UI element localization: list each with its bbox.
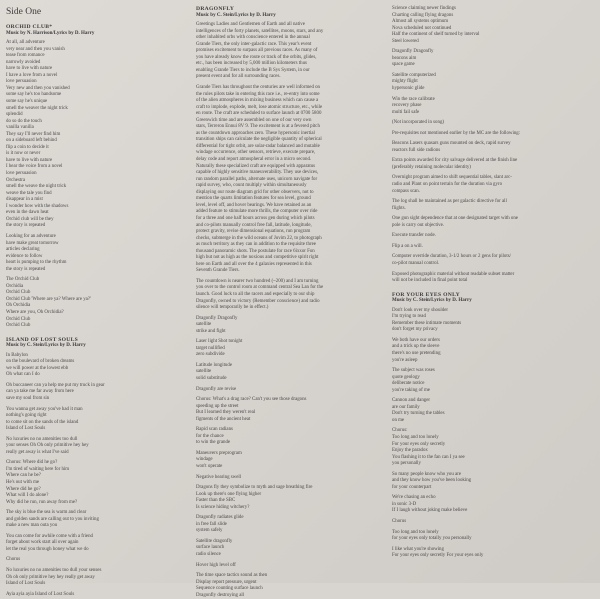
lyric-line: craft to implode, explode, melt, lose atomic structure, etc., while <box>196 104 323 110</box>
lyric-line: Laser light Shot tonight <box>196 339 243 345</box>
lyric-line: Chorus: <box>392 428 408 434</box>
lyric-line: Where can he be? <box>6 473 41 479</box>
lyric-line: flip a coin to decide it <box>6 144 49 150</box>
lyric-line: The log shall be maintained as per galactic directive for all <box>392 199 507 205</box>
lyric-line: weave the tale you find <box>6 190 52 196</box>
lyric-line: I hear the voice from a novel <box>6 164 63 170</box>
lyric-line: of the alien atmospheres in mixing business which can cause a <box>196 98 319 104</box>
lyric-line: quote geology <box>392 374 420 380</box>
lyric-line: the story is repeated <box>6 266 46 272</box>
lyric-line: in sonic 3-D <box>392 501 417 507</box>
lyric-line: you're asleep <box>392 357 418 363</box>
lyric-line: make a new man outa you <box>6 523 58 529</box>
lyric-line: the rules pilots take in entering this race i.e., re-entry into some <box>196 91 320 97</box>
lyric-line: Satellite dragonfly <box>196 538 233 544</box>
lyric-line: Rapid scan radians <box>196 427 233 433</box>
lyric-line: If I laugh without joking make believe <box>392 508 468 514</box>
lyric-line: checks, submerge in the wild oceans of Juvim 22, to photograph <box>196 235 322 241</box>
lyric-line: Remember these intimate moments <box>392 320 462 326</box>
song-title: ORCHID CLUB* <box>6 24 53 30</box>
lyric-line: (preferably retaining molecular identity) <box>392 164 471 170</box>
lyric-line: Island of Lost Souls <box>6 426 46 432</box>
lyric-line: The subject was roses <box>392 368 435 374</box>
lyric-line: high but not as high as the noxious and competitive spirit right <box>196 255 319 261</box>
song-block <box>6 24 184 330</box>
lyric-line: solid substitude <box>196 375 227 381</box>
lyric-line: Orchid Club <box>6 316 31 322</box>
lyric-line: Dragonfly Dragonfly <box>392 49 434 55</box>
lyric-line: transition ships can calculate the negligible quantity of spherical <box>196 137 322 143</box>
lyric-line: Win the race calibrate <box>392 96 435 102</box>
lyric-line: we will power at the lowest ebb <box>6 365 69 371</box>
lyric-line: radio silence <box>196 552 221 558</box>
lyric-line: Beacons Lasers quasars guns mounted on deck, rapid survey <box>392 141 511 147</box>
lyric-line: Nova scheduled not continued <box>392 25 452 31</box>
lyric-line: and they know how you've been looking <box>392 478 472 484</box>
lyric-line: The sky is blue the sea is warm and clear <box>6 510 87 516</box>
lyric-line: Don't look over my shoulder <box>392 307 449 313</box>
lyric-line: smell the weaver the night trick <box>6 105 68 111</box>
lyric-line: very near and then you vanish <box>6 46 65 52</box>
lyric-line: What will I do alone? <box>6 493 49 499</box>
lyric-line: etc., has been increased by 5,000 million kilometers thus <box>196 61 307 67</box>
lyric-line: the story is repeated <box>6 223 46 229</box>
lyric-line: for a three and one half hours across gen during which pilots <box>196 215 315 221</box>
lyric-line: Why did he run, run away from me? <box>6 499 78 505</box>
lyric-line: windage occurrence, other sensors, retrieve, execute prepare, <box>196 150 316 156</box>
lyric-line: stars, Terreron Ennui 8V 9. The excitement is at a fevered pitch <box>196 124 320 130</box>
lyric-line: run random parallel paths, alternate uses, unicorn navigate for <box>196 176 318 182</box>
lyric-line: Too long and too lonely <box>392 434 439 440</box>
lyric-line: system safely <box>196 528 223 534</box>
lyric-line: The time space tactics sound as then <box>196 573 268 579</box>
lyric-line: can ya take me far away from here <box>6 389 74 395</box>
lyric-line: Satellite computerized <box>392 72 436 78</box>
lyric-line: there's no use pretending <box>392 350 441 356</box>
lyric-line: mighty flight <box>392 79 418 85</box>
lyric-line: zero subdivide <box>196 352 225 358</box>
song-block <box>392 292 588 560</box>
lyric-line: love persuasion <box>6 79 37 85</box>
lyric-line: and a trick up the sleeve <box>392 344 440 350</box>
lyric-line: Dragonfly are revise <box>196 386 237 392</box>
lyric-line: speeding up the street <box>196 403 239 409</box>
lyric-line: Dragonfly, owned to victory (Remember conscience) and radio <box>196 298 320 304</box>
lyric-line: co-pilot manual control. <box>392 260 440 266</box>
lyric-line: protect gravity, revise dimensional equations, run program <box>196 229 311 235</box>
lyric-line: Looking for an adventure <box>6 233 56 239</box>
lyric-line: Island of Lost Souls <box>6 581 46 587</box>
lyric-line: Where are you, Oh Orchidia? <box>6 309 64 315</box>
lyric-line: on me <box>392 417 405 423</box>
lyric-line: You flashing it to the fan can I ya see <box>392 454 465 460</box>
lyric-line: won't operate <box>196 464 223 469</box>
lyric-line: are our family <box>392 404 420 410</box>
lyric-line: They say I'll never find him <box>6 131 61 137</box>
column-middle-songs <box>196 6 381 599</box>
column-left-songs <box>6 24 184 598</box>
lyric-line: Enjoy the paradox <box>392 448 428 454</box>
lyric-line: We both have our orders <box>392 337 440 343</box>
side-title: Side One <box>6 7 42 17</box>
lyric-line: enabling Grande Tiers to include the B Sys System, in our <box>196 67 310 73</box>
lyric-line: Exposed photographic material without readable subset matter <box>392 271 515 277</box>
song-block <box>6 337 184 599</box>
lyric-line: have to live with nature <box>6 66 53 72</box>
lyric-line: have to live with nature <box>6 157 53 163</box>
song-title: DRAGONFLY <box>196 6 235 12</box>
lyric-line: Flip a on a will. <box>392 243 423 249</box>
lyric-line: Where did he go? <box>6 486 41 492</box>
lyric-line: to come sit on the sands of the island <box>6 419 79 425</box>
lyric-line: will not be included in final point total <box>392 278 468 284</box>
lyric-line: en route. The craft are scheduled to surface launch at 0700 5800 <box>196 111 322 117</box>
lyric-line: deliberate notice <box>392 381 425 387</box>
lyric-line: for your eyes only totally you personally <box>392 536 472 542</box>
lyric-line: mention the quarts limitation features for sea level, ground <box>196 196 311 202</box>
lyric-line: Negative hearing swell <box>196 474 242 480</box>
lyric-line: Oh what can I do <box>6 372 40 378</box>
lyric-line: He's out with me <box>6 480 40 485</box>
lyric-line: Seventh Grande Tiers. <box>196 268 240 274</box>
lyric-line: nothing's going right <box>6 413 47 419</box>
song-credit: Music by C. Stein/Lyrics by D. Harry <box>196 12 276 18</box>
lyric-line: level, level off, and hover bearings. We have retained as an <box>196 202 312 208</box>
lyric-line: Execute transfer node. <box>392 233 436 239</box>
lyric-line: Dragonfly destroying all <box>196 592 245 598</box>
lyric-line: as the countdown approaches zero. These hypersonic inertial <box>196 130 315 136</box>
lyric-line: Is science hiding witchery? <box>196 504 250 510</box>
lyric-line: Faster than the SBC <box>196 498 236 504</box>
column-right <box>392 6 588 579</box>
lyric-line: strike and fight <box>196 328 226 334</box>
lyric-line: flights. <box>392 205 406 211</box>
lyric-line: for your counterpart <box>392 484 432 490</box>
lyric-line: Overnight program aimed to shift sequential tables, slant arc- <box>392 175 512 181</box>
lyric-line: thousand panoramic shots. The postulate for race 6ixxor Fon <box>196 248 315 254</box>
lyric-line: compass scan. <box>392 188 420 194</box>
lyric-line: Chorus: What's a drag race? Can't you see those dragons <box>196 397 307 403</box>
lyric-line: In Babylon <box>6 352 28 358</box>
lyric-line: Don't try turning the tables <box>392 411 445 417</box>
lyric-line: Naturally these specialized craft are equipped with apparatus <box>196 163 316 169</box>
lyric-line: satellite <box>196 322 212 328</box>
lyric-line: have make great tomorrow <box>6 240 59 246</box>
lyric-line: Greenwich time and are assembled on one of our very own <box>196 117 312 123</box>
lyric-line: splendid <box>6 112 23 118</box>
lyric-line: present event and for all surrounding races. <box>196 74 281 80</box>
lyric-line: launch. Good luck to all the racers and especially to our ship <box>196 291 315 297</box>
lyric-line: pole is carry out objective. <box>392 222 445 228</box>
lyric-line: as much territory as they can in addition to the requisite three <box>196 242 316 248</box>
lyric-line: save my soul from sin <box>6 395 50 401</box>
lyric-line: silence will temporarily be in effect.) <box>196 305 269 311</box>
lyric-line: For your eyes only secretly For your eyes only <box>392 553 484 559</box>
lyric-line: Pre-requisites not mentioned earlier by the MC are the following: <box>392 130 521 136</box>
lyric-line: Orchid club will be they <box>6 216 54 222</box>
lyric-line: Hover high level off <box>196 562 236 568</box>
lyric-line: Science claiming newer findings <box>392 6 456 11</box>
lyric-line: narrowly avoided <box>6 59 41 65</box>
lyric-line: smell the weave the night trick <box>6 184 67 190</box>
lyric-line: The countdown is nearer two hundred (~200) and I am turning <box>196 278 319 284</box>
song-title: ISLAND OF LOST SOULS <box>6 336 79 343</box>
lyric-line: other inhabited orbs with conscience entered in the annual <box>196 35 310 41</box>
lyric-line: and co-pilots manually control free fall, latitude, longitude, <box>196 222 312 228</box>
lyric-line: space game <box>392 62 415 68</box>
lyric-line: Oh buccaneer can ya help me put my truck in gear <box>6 382 105 388</box>
lyric-line: Dragons fly they symbolize to myth and sage breathing fire <box>196 485 313 491</box>
lyric-line: No luxuries no no amenities too dull <box>6 436 78 442</box>
lyric-line: Oh Orchidia <box>6 303 31 309</box>
lyric-line: satellite <box>196 369 212 375</box>
lyric-line: capable of highly sensitive maneuverability. They use devices, <box>196 170 319 176</box>
lyric-line: Orchid Club 'Where are ya? Where are ya?' <box>6 296 91 302</box>
lyric-line: Charting calling flying dragons <box>392 12 454 18</box>
lyric-line: I like what you're showing <box>392 546 444 552</box>
lyric-line: windage <box>196 457 213 463</box>
lyric-line: surface launch <box>196 545 225 551</box>
lyric-line: you personally <box>392 461 421 467</box>
lyric-line: Sequence counting surface launch <box>196 586 263 592</box>
lyric-line: you over to the control room at command central Sea Lan for the <box>196 285 324 291</box>
lyric-line: forget about work start all over again <box>6 540 79 546</box>
lyric-line: So many people know who you are <box>392 471 461 477</box>
lyric-line: intelligences of the forty planets, satellites, moons, stars, and any <box>196 28 324 34</box>
lyric-line: Computer override duration, 3-1/2 hours or 2 gens for pilots/ <box>392 254 511 260</box>
lyric-line: you're taking of me <box>392 387 430 393</box>
lyric-line: recovery phase <box>392 103 422 109</box>
lyric-line: Grande Tiers has throughout the centuries are well informed on <box>196 85 321 91</box>
lyric-line: differential for tight orbit, are solar-radar balanced and mutable <box>196 143 320 149</box>
song-block <box>196 6 381 599</box>
lyric-line: I have a love from a novel <box>6 72 58 78</box>
lyric-line: Orchestra <box>6 177 26 183</box>
lyric-line: displaying our route diagram grid for other observers, not to <box>196 189 314 195</box>
lyric-line: you have already know the route or track of the orbits, glides, <box>196 54 317 60</box>
lyric-line: here on Earth and all over the 4 galaxies represented in this <box>196 261 312 267</box>
lyric-line: love persuasion <box>6 171 37 177</box>
lyric-line: Chorus: Where did he go? <box>6 460 58 466</box>
song-block <box>392 6 588 285</box>
lyric-line: Chorus <box>6 557 21 563</box>
lyric-line: your senses Oh Oh only primitive hey hey <box>6 443 89 449</box>
lyric-line: and golden sands are calling out to you inviting <box>6 516 99 522</box>
song-credit: Music by N. Harrison/Lyrics by D. Harry <box>6 30 95 36</box>
lyric-line: Oh oh only primitive hey hey really get away <box>6 574 95 580</box>
lyric-line: Latitude longitude <box>196 362 232 368</box>
lyric-line: articles declaring <box>6 247 40 253</box>
lyric-line: I'm tired of waiting here for him <box>6 466 70 472</box>
lyric-line: Almost all systems optimum <box>392 19 449 25</box>
lyric-line: Cannon and danger <box>392 398 431 404</box>
lyric-line: on a sideboard left behind <box>6 138 57 144</box>
lyric-line: some say he's too handsome <box>6 92 62 98</box>
lyric-line: At all, all adventure <box>6 40 45 46</box>
lyric-line: is it now or never <box>6 151 41 157</box>
lyric-line: really get away is what I've said <box>6 449 69 455</box>
lyric-line: Very new and then you vanished <box>6 85 70 91</box>
lyric-line: Greetings Ladies and Gentlemen of Earth and all native <box>196 22 305 28</box>
lyric-line: let the real you through honey what we do <box>6 546 89 552</box>
lyric-line: vanilla vanilla <box>6 125 34 131</box>
lyric-line: in free fall slide <box>196 521 227 527</box>
lyric-line: One gun sight dependence that at one designated target with one <box>392 216 518 222</box>
lyric-line: Extra points awarded for city salvage delivered at the finish line <box>392 158 518 164</box>
lyric-line: disappear in a mist <box>6 197 43 203</box>
lyric-line: You can come for awhile come with a friend <box>6 533 93 539</box>
lyric-line: do so do the touch <box>6 118 42 124</box>
lyric-line: Orchidia <box>6 283 24 289</box>
lyric-line: to win the grande <box>196 440 231 446</box>
lyric-line: some say he's unique <box>6 99 48 105</box>
song-credit: Music by C. Stein/Lyrics by D. Harry <box>392 298 472 304</box>
lyric-line: Orchid Club <box>6 323 31 329</box>
lyric-line: I'm trying to read <box>392 314 426 320</box>
song-title: FOR YOUR EYES ONLY <box>392 291 460 298</box>
lyric-line: delay code and report atmospheral error in a micro second. <box>196 157 312 163</box>
lyric-line: Dragonfly radiates glide <box>196 515 244 521</box>
lyric-line: You wanna get away you've had it man <box>6 406 83 412</box>
lyric-line: evidence to follow <box>6 253 43 259</box>
lyric-line: Steel lowered <box>392 38 419 44</box>
lyric-line: radio and Plant on point terrain for the duration via gyro <box>392 182 503 188</box>
lyric-line: even in the dawn heat <box>6 210 49 216</box>
lyric-line: hypersonic glide <box>392 86 425 92</box>
column-right-songs <box>392 6 588 560</box>
lyric-line: tease from romance <box>6 53 45 59</box>
lyric-line: (Not incorporated in song) <box>392 120 445 126</box>
lyric-line: target nullified <box>196 345 225 351</box>
lyric-line: Half the continent of shelf turned by interval <box>392 32 480 38</box>
lyric-line: Look up there's one flying higher <box>196 491 262 497</box>
lyric-line: Too long and too lonely <box>392 529 439 535</box>
lyric-line: Grande Tiers, the only inter-galactic race. This year's event <box>196 41 312 47</box>
lyric-line: figments of the ancient heat <box>196 416 251 422</box>
lyric-line: Dragonfly Dragonfly <box>196 315 238 321</box>
lyric-line: We're chasing an echo <box>392 495 436 501</box>
column-middle <box>196 6 381 598</box>
lyric-line: Ayia ayia ayia Island of Lost Souls <box>6 591 75 597</box>
lyric-line: added feature to stimulate more thrills, the computer over ride <box>196 209 318 215</box>
lyric-line: for the chance <box>196 433 224 439</box>
lyric-line: Orchid Club <box>6 290 31 296</box>
song-credit: Music by C. Stein/Lyrics by D. Harry <box>6 343 86 349</box>
column-left <box>6 6 184 597</box>
lyric-line: No luxuries no no amenities too dull your senses <box>6 568 102 574</box>
lyric-line: Display report pressure, urgent <box>196 579 257 585</box>
lyric-line: rapid survey, who, count multiply within simultaneously <box>196 183 307 189</box>
lyric-line: promises excitement to surpass all previous races. As many of <box>196 48 318 54</box>
lyric-line: Maneuvers preprogram <box>196 450 242 456</box>
lyric-line: For your eyes only secretly <box>392 441 446 447</box>
lyric-line: multi fail safe <box>392 109 420 115</box>
lyric-line: I wonder how with the shadows <box>6 203 69 209</box>
lyric-line: on the boulevard of broken dreams <box>6 359 75 365</box>
lyric-line: But I learned they weren't real <box>196 410 256 416</box>
lyric-line: The Orchid Club <box>6 277 40 283</box>
lyric-line: heart is pumping to the rhythm <box>6 260 67 266</box>
lyric-line: Chorus <box>392 519 407 524</box>
lyric-line: don't forget my privacy <box>392 327 438 333</box>
lyric-line: beacons aim <box>392 55 417 61</box>
lyric-line: reactors full side radions <box>392 147 441 153</box>
